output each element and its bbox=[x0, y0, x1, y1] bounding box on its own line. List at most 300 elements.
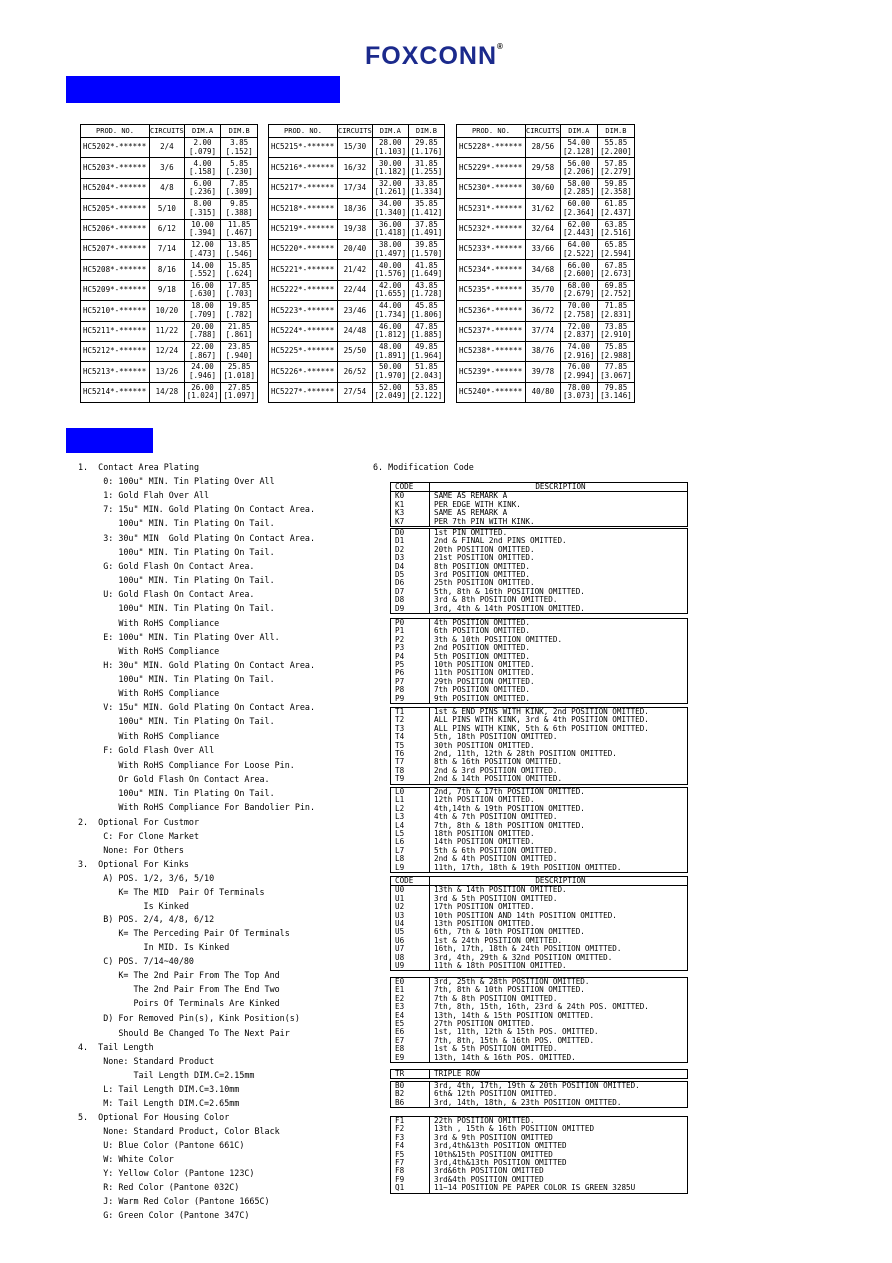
modification-code-row bbox=[391, 509, 687, 517]
circuits-cell: 30/60 bbox=[526, 178, 561, 198]
table-row bbox=[457, 321, 635, 341]
modification-code-row bbox=[391, 847, 687, 855]
code-cell: F8 bbox=[391, 1167, 430, 1175]
table-header-cell: DIM.A bbox=[560, 125, 597, 138]
code-cell: U8 bbox=[391, 954, 430, 962]
prod-no-cell: HC5226*-****** bbox=[269, 362, 338, 382]
dim-a-cell: 60.00 [2.364] bbox=[560, 199, 597, 219]
note-line: F: Gold Flash Over All bbox=[78, 745, 215, 755]
modification-code-row bbox=[391, 1012, 687, 1020]
table-row bbox=[269, 301, 445, 321]
dim-b-cell: 61.85 [2.437] bbox=[597, 199, 634, 219]
modification-code-row bbox=[391, 1142, 687, 1150]
code-cell: L3 bbox=[391, 813, 430, 821]
table-row bbox=[81, 362, 258, 382]
code-cell: U0 bbox=[391, 886, 430, 894]
note-line: B) POS. 2/4, 4/8, 6/12 bbox=[78, 914, 215, 924]
modification-code-row bbox=[391, 537, 687, 545]
modification-code-row bbox=[391, 903, 687, 911]
modification-code-row bbox=[391, 1099, 687, 1107]
note-line: L: Tail Length DIM.C=3.10mm bbox=[78, 1084, 240, 1094]
description-cell: 3rd,4th&13th POSITION OMITTED bbox=[434, 1142, 567, 1151]
table-row bbox=[457, 239, 635, 259]
table-row bbox=[269, 362, 445, 382]
description-cell: 4th,14th & 19th POSITION OMITTED. bbox=[434, 804, 585, 813]
note-line: 1: Gold Flah Over All bbox=[78, 490, 210, 500]
code-cell: L5 bbox=[391, 830, 430, 838]
description-cell: 22th POSITION OMITTED. bbox=[434, 1117, 535, 1125]
description-cell: 9th POSITION OMITTED. bbox=[434, 694, 531, 703]
code-cell: F7 bbox=[391, 1159, 430, 1167]
description-cell: 2nd & 3rd POSITION OMITTED. bbox=[434, 766, 558, 775]
modification-code-row bbox=[391, 1070, 687, 1078]
circuits-cell: 36/72 bbox=[526, 301, 561, 321]
modification-code-row bbox=[391, 750, 687, 758]
note-line: U: Gold Flash On Contact Area. bbox=[78, 589, 255, 599]
circuits-cell: 21/42 bbox=[338, 260, 373, 280]
modification-code-row bbox=[391, 716, 687, 724]
code-cell: Q1 bbox=[391, 1184, 430, 1192]
dim-a-cell: 44.00 [1.734] bbox=[372, 301, 408, 321]
circuits-cell: 22/44 bbox=[338, 280, 373, 300]
table-row bbox=[269, 239, 445, 259]
code-header: CODE bbox=[391, 483, 430, 491]
note-line: 7: 15u" MIN. Gold Plating On Contact Area. bbox=[78, 504, 315, 514]
note-line: Should Be Changed To The Next Pair bbox=[78, 1028, 290, 1038]
circuits-cell: 27/54 bbox=[338, 382, 373, 402]
table-header-cell: DIM.B bbox=[597, 125, 634, 138]
code-cell: P8 bbox=[391, 686, 430, 694]
code-cell: E7 bbox=[391, 1037, 430, 1045]
table-row bbox=[457, 260, 635, 280]
dim-a-cell: 68.00 [2.679] bbox=[560, 280, 597, 300]
note-line: J: Warm Red Color (Pantone 1665C) bbox=[78, 1196, 270, 1206]
dim-b-cell: 19.85 [.782] bbox=[221, 301, 258, 321]
dim-b-cell: 21.85 [.861] bbox=[221, 321, 258, 341]
dim-b-cell: 55.85 [2.200] bbox=[597, 138, 634, 158]
table-row bbox=[457, 301, 635, 321]
dim-a-cell: 50.00 [1.970] bbox=[372, 362, 408, 382]
modification-code-row bbox=[391, 636, 687, 644]
circuits-cell: 14/28 bbox=[150, 382, 185, 402]
dim-a-cell: 76.00 [2.994] bbox=[560, 362, 597, 382]
note-line: U: Blue Color (Pantone 661C) bbox=[78, 1140, 245, 1150]
code-cell: P0 bbox=[391, 619, 430, 627]
modification-code-row bbox=[391, 678, 687, 686]
dim-b-cell: 35.85 [1.412] bbox=[408, 199, 444, 219]
modification-code-group bbox=[390, 977, 688, 1063]
dim-b-cell: 53.85 [2.122] bbox=[408, 382, 444, 402]
description-cell: 3rd & 8th POSITION OMITTED. bbox=[434, 596, 558, 605]
modification-code-row bbox=[391, 1125, 687, 1133]
prod-no-cell: HC5224*-****** bbox=[269, 321, 338, 341]
dim-a-cell: 18.00 [.709] bbox=[184, 301, 221, 321]
code-cell: D1 bbox=[391, 537, 430, 545]
modification-code-row bbox=[391, 708, 687, 716]
prod-no-cell: HC5221*-****** bbox=[269, 260, 338, 280]
note-line: 100u" MIN. Tin Plating On Tail. bbox=[78, 716, 275, 726]
dim-a-cell: 6.00 [.236] bbox=[184, 178, 221, 198]
note-line: Is Kinked bbox=[78, 901, 189, 911]
table-row bbox=[81, 219, 258, 239]
description-cell: 17th POSITION OMITTED. bbox=[434, 903, 535, 912]
table-row bbox=[269, 280, 445, 300]
note-line: 0: 100u" MIN. Tin Plating Over All bbox=[78, 476, 275, 486]
description-header: DESCRIPTION bbox=[535, 483, 586, 491]
dim-a-cell: 20.00 [.788] bbox=[184, 321, 221, 341]
circuits-cell: 13/26 bbox=[150, 362, 185, 382]
dim-b-cell: 75.85 [2.988] bbox=[597, 341, 634, 361]
code-cell: K3 bbox=[391, 509, 430, 517]
dim-b-cell: 5.85 [.230] bbox=[221, 158, 258, 178]
description-cell: 3rd, 4th, 29th & 32nd POSITION OMITTED. bbox=[434, 953, 613, 962]
modification-code-row bbox=[391, 813, 687, 821]
note-line: Or Gold Flash On Contact Area. bbox=[78, 774, 270, 784]
description-cell: 3rd&4th POSITION OMITTED bbox=[434, 1175, 544, 1184]
description-cell: 10th&15th POSITION OMITTED bbox=[434, 1150, 553, 1159]
dim-b-cell: 25.85 [1.018] bbox=[221, 362, 258, 382]
note-line: D) For Removed Pin(s), Kink Position(s) bbox=[78, 1013, 300, 1023]
circuits-cell: 18/36 bbox=[338, 199, 373, 219]
prod-no-cell: HC5236*-****** bbox=[457, 301, 526, 321]
note-line: With RoHS Compliance bbox=[78, 731, 220, 741]
code-cell: L2 bbox=[391, 805, 430, 813]
table-row bbox=[81, 199, 258, 219]
description-cell: 7th, 8th, 15th, 16th, 23rd & 24th POS. OMITTED. bbox=[434, 1003, 649, 1012]
circuits-cell: 17/34 bbox=[338, 178, 373, 198]
code-cell: L9 bbox=[391, 864, 430, 872]
description-cell: 4th & 7th POSITION OMITTED. bbox=[434, 813, 558, 822]
code-cell: T7 bbox=[391, 758, 430, 766]
modification-code-group bbox=[390, 707, 688, 785]
modification-code-row bbox=[391, 788, 687, 796]
dim-a-cell: 62.00 [2.443] bbox=[560, 219, 597, 239]
description-cell: 25th POSITION OMITTED. bbox=[434, 579, 535, 588]
description-cell: 4th POSITION OMITTED. bbox=[434, 619, 531, 627]
note-line: In MID. Is Kinked bbox=[78, 942, 230, 952]
modification-code-row bbox=[391, 1167, 687, 1175]
note-line: None: Standard Product bbox=[78, 1056, 215, 1066]
modification-code-row bbox=[391, 920, 687, 928]
code-cell: E8 bbox=[391, 1045, 430, 1053]
note-line: H: 30u" MIN. Gold Plating On Contact Area. bbox=[78, 660, 315, 670]
dim-a-cell: 26.00 [1.024] bbox=[184, 382, 221, 402]
code-cell: D2 bbox=[391, 546, 430, 554]
modification-code-row bbox=[391, 1054, 687, 1062]
note-line: 100u" MIN. Tin Plating On Tail. bbox=[78, 575, 275, 585]
code-cell: B0 bbox=[391, 1082, 430, 1090]
dim-b-cell: 67.85 [2.673] bbox=[597, 260, 634, 280]
description-header: DESCRIPTION bbox=[535, 877, 586, 885]
note-line: With RoHS Compliance bbox=[78, 688, 220, 698]
dim-b-cell: 13.85 [.546] bbox=[221, 239, 258, 259]
code-cell: B6 bbox=[391, 1099, 430, 1107]
description-cell: 7th, 8th & 10th POSITION OMITTED. bbox=[434, 986, 585, 995]
dim-a-cell: 12.00 [.473] bbox=[184, 239, 221, 259]
circuits-cell: 40/80 bbox=[526, 382, 561, 402]
description-cell: 18th POSITION OMITTED. bbox=[434, 829, 535, 838]
description-cell: 29th POSITION OMITTED. bbox=[434, 677, 535, 686]
modification-code-row bbox=[391, 1151, 687, 1159]
modification-code-row bbox=[391, 758, 687, 766]
dim-a-cell: 28.00 [1.103] bbox=[372, 138, 408, 158]
prod-no-cell: HC5208*-****** bbox=[81, 260, 150, 280]
table-header-cell: CIRCUITS bbox=[526, 125, 561, 138]
description-cell: 1st & 24th POSITION OMITTED. bbox=[434, 936, 563, 945]
table-row bbox=[457, 138, 635, 158]
dim-b-cell: 77.85 [3.067] bbox=[597, 362, 634, 382]
note-line: 100u" MIN. Tin Plating On Tail. bbox=[78, 603, 275, 613]
table-header-cell: DIM.B bbox=[221, 125, 258, 138]
description-cell: 6th, 7th & 10th POSITION OMITTED. bbox=[434, 928, 585, 937]
dim-a-cell: 38.00 [1.497] bbox=[372, 239, 408, 259]
dim-a-cell: 8.00 [.315] bbox=[184, 199, 221, 219]
dim-b-cell: 43.85 [1.728] bbox=[408, 280, 444, 300]
code-cell: U4 bbox=[391, 920, 430, 928]
modification-code-row bbox=[391, 653, 687, 661]
code-cell: L7 bbox=[391, 847, 430, 855]
prod-no-cell: HC5228*-****** bbox=[457, 138, 526, 158]
code-cell: E1 bbox=[391, 986, 430, 994]
modification-code-group bbox=[390, 1069, 688, 1079]
code-cell: F3 bbox=[391, 1134, 430, 1142]
circuits-cell: 34/68 bbox=[526, 260, 561, 280]
note-line: 100u" MIN. Tin Plating On Tail. bbox=[78, 788, 275, 798]
code-cell: U5 bbox=[391, 928, 430, 936]
dim-a-cell: 54.00 [2.128] bbox=[560, 138, 597, 158]
dim-b-cell: 57.85 [2.279] bbox=[597, 158, 634, 178]
description-cell: 10th POSITION OMITTED. bbox=[434, 660, 535, 669]
circuits-cell: 38/76 bbox=[526, 341, 561, 361]
description-cell: 3rd & 5th POSITION OMITTED. bbox=[434, 894, 558, 903]
note-line: 4. Tail Length bbox=[78, 1042, 154, 1052]
modification-code-row bbox=[391, 579, 687, 587]
modification-code-row bbox=[391, 742, 687, 750]
code-cell: D7 bbox=[391, 588, 430, 596]
table-row bbox=[81, 239, 258, 259]
circuits-cell: 15/30 bbox=[338, 138, 373, 158]
description-cell: 2nd POSITION OMITTED. bbox=[434, 644, 531, 653]
modification-code-row bbox=[391, 1184, 687, 1192]
code-cell: E3 bbox=[391, 1003, 430, 1011]
code-cell: B2 bbox=[391, 1090, 430, 1098]
circuits-cell: 28/56 bbox=[526, 138, 561, 158]
modification-code-row bbox=[391, 986, 687, 994]
description-cell: 7th & 8th POSITION OMITTED. bbox=[434, 994, 558, 1003]
note-line: K= The 2nd Pair From The Top And bbox=[78, 970, 280, 980]
table-header-cell: PROD. NO. bbox=[457, 125, 526, 138]
dim-b-cell: 29.85 [1.176] bbox=[408, 138, 444, 158]
dim-a-cell: 14.00 [.552] bbox=[184, 260, 221, 280]
table-row bbox=[81, 280, 258, 300]
prod-no-cell: HC5211*-****** bbox=[81, 321, 150, 341]
dim-b-cell: 17.85 [.703] bbox=[221, 280, 258, 300]
description-cell: 13th POSITION OMITTED. bbox=[434, 919, 535, 928]
description-cell: 30th POSITION OMITTED. bbox=[434, 741, 535, 750]
description-cell: 2nd & 14th POSITION OMITTED. bbox=[434, 775, 563, 784]
modification-code-row bbox=[391, 1134, 687, 1142]
modification-code-row bbox=[391, 518, 687, 526]
table-row bbox=[269, 260, 445, 280]
prod-no-cell: HC5222*-****** bbox=[269, 280, 338, 300]
modification-code-row bbox=[391, 895, 687, 903]
modification-code-row bbox=[391, 978, 687, 986]
circuits-cell: 12/24 bbox=[150, 341, 185, 361]
note-line: 3: 30u" MIN Gold Plating On Contact Area. bbox=[78, 533, 315, 543]
note-line: R: Red Color (Pantone 032C) bbox=[78, 1182, 240, 1192]
modification-code-row bbox=[391, 571, 687, 579]
modification-code-row bbox=[391, 954, 687, 962]
prod-no-cell: HC5225*-****** bbox=[269, 341, 338, 361]
code-cell: E9 bbox=[391, 1054, 430, 1062]
modification-code-row bbox=[391, 1003, 687, 1011]
description-cell: 20th POSITION OMITTED. bbox=[434, 545, 535, 554]
dim-b-cell: 23.85 [.940] bbox=[221, 341, 258, 361]
note-line: C) POS. 7/14~40/80 bbox=[78, 956, 194, 966]
table-row bbox=[81, 341, 258, 361]
table-row bbox=[269, 138, 445, 158]
description-cell: 21st POSITION OMITTED. bbox=[434, 554, 535, 563]
description-cell: 7th, 8th & 18th POSITION OMITTED. bbox=[434, 821, 585, 830]
description-cell: 5th, 18th POSITION OMITTED. bbox=[434, 733, 558, 742]
description-cell: 1st, 11th, 12th & 15th POS. OMITTED. bbox=[434, 1028, 599, 1037]
modification-code-row bbox=[391, 588, 687, 596]
circuits-cell: 3/6 bbox=[150, 158, 185, 178]
dim-b-cell: 71.85 [2.831] bbox=[597, 301, 634, 321]
description-cell: TRIPLE ROW bbox=[434, 1070, 480, 1078]
table-row bbox=[81, 382, 258, 402]
table-row bbox=[81, 301, 258, 321]
foxconn-logo bbox=[365, 42, 535, 70]
circuits-cell: 29/58 bbox=[526, 158, 561, 178]
table-header-cell: CIRCUITS bbox=[338, 125, 373, 138]
note-line: 100u" MIN. Tin Plating On Tail. bbox=[78, 547, 275, 557]
description-cell: 2nd, 7th & 17th POSITION OMITTED. bbox=[434, 788, 585, 796]
code-cell: T2 bbox=[391, 716, 430, 724]
code-cell: L1 bbox=[391, 796, 430, 804]
prod-no-cell: HC5230*-****** bbox=[457, 178, 526, 198]
modification-code-row bbox=[391, 501, 687, 509]
description-cell: 13th, 14th & 15th POSITION OMITTED. bbox=[434, 1011, 595, 1020]
dim-b-cell: 27.85 [1.097] bbox=[221, 382, 258, 402]
circuits-cell: 35/70 bbox=[526, 280, 561, 300]
code-cell: K0 bbox=[391, 492, 430, 500]
circuits-cell: 37/74 bbox=[526, 321, 561, 341]
prod-no-cell: HC5209*-****** bbox=[81, 280, 150, 300]
prod-no-cell: HC5203*-****** bbox=[81, 158, 150, 178]
modification-code-row bbox=[391, 1045, 687, 1053]
description-cell: 2nd & 4th POSITION OMITTED. bbox=[434, 855, 558, 864]
description-cell: 12th POSITION OMITTED. bbox=[434, 796, 535, 805]
prod-no-cell: HC5206*-****** bbox=[81, 219, 150, 239]
dimension-table-1 bbox=[80, 124, 258, 403]
prod-no-cell: HC5216*-****** bbox=[269, 158, 338, 178]
description-cell: PER 7th PIN WITH KINK. bbox=[434, 517, 535, 526]
modification-code-row bbox=[391, 886, 687, 894]
note-line: 5. Optional For Housing Color bbox=[78, 1112, 230, 1122]
dim-b-cell: 31.85 [1.255] bbox=[408, 158, 444, 178]
description-cell: PER EDGE WITH KINK. bbox=[434, 500, 521, 509]
modification-code-group bbox=[390, 876, 688, 971]
table-header-cell: DIM.A bbox=[184, 125, 221, 138]
table-row bbox=[269, 178, 445, 198]
dim-a-cell: 2.00 [.079] bbox=[184, 138, 221, 158]
modification-code-row bbox=[391, 805, 687, 813]
modification-code-row bbox=[391, 546, 687, 554]
note-line: With RoHS Compliance bbox=[78, 646, 220, 656]
code-cell: P9 bbox=[391, 695, 430, 703]
dim-a-cell: 30.00 [1.182] bbox=[372, 158, 408, 178]
description-cell: 11th POSITION OMITTED. bbox=[434, 669, 535, 678]
note-line: 2. Optional For Custmor bbox=[78, 817, 200, 827]
modification-code-row bbox=[391, 995, 687, 1003]
modification-code-row bbox=[391, 725, 687, 733]
description-cell: 3th & 10th POSITION OMITTED. bbox=[434, 635, 563, 644]
description-cell: 1st & 5th POSITION OMITTED. bbox=[434, 1045, 558, 1054]
code-cell: T1 bbox=[391, 708, 430, 716]
table-row bbox=[269, 219, 445, 239]
section-bar-notes bbox=[66, 428, 153, 453]
dim-b-cell: 37.85 [1.491] bbox=[408, 219, 444, 239]
description-cell: 13th & 14th POSITION OMITTED. bbox=[434, 886, 567, 895]
dim-a-cell: 46.00 [1.812] bbox=[372, 321, 408, 341]
prod-no-cell: HC5220*-****** bbox=[269, 239, 338, 259]
description-cell: SAME AS REMARK A bbox=[434, 492, 508, 501]
dim-a-cell: 40.00 [1.576] bbox=[372, 260, 408, 280]
modification-code-row bbox=[391, 1020, 687, 1028]
dim-a-cell: 36.00 [1.418] bbox=[372, 219, 408, 239]
circuits-cell: 16/32 bbox=[338, 158, 373, 178]
circuits-cell: 23/46 bbox=[338, 301, 373, 321]
code-cell: D3 bbox=[391, 554, 430, 562]
code-cell: K7 bbox=[391, 518, 430, 526]
dim-b-cell: 15.85 [.624] bbox=[221, 260, 258, 280]
note-line: None: Standard Product, Color Black bbox=[78, 1126, 280, 1136]
circuits-cell: 20/40 bbox=[338, 239, 373, 259]
description-cell: 3rd, 4th, 17th, 19th & 20th POSITION OMITTED. bbox=[434, 1082, 640, 1090]
code-cell: E5 bbox=[391, 1020, 430, 1028]
note-line: Poirs Of Terminals Are Kinked bbox=[78, 998, 280, 1008]
dim-a-cell: 70.00 [2.758] bbox=[560, 301, 597, 321]
prod-no-cell: HC5229*-****** bbox=[457, 158, 526, 178]
dim-b-cell: 63.85 [2.516] bbox=[597, 219, 634, 239]
modification-code-row bbox=[391, 962, 687, 970]
code-cell: TR bbox=[391, 1070, 430, 1078]
code-cell: D0 bbox=[391, 529, 430, 537]
dim-a-cell: 24.00 [.946] bbox=[184, 362, 221, 382]
modification-code-row bbox=[391, 912, 687, 920]
table-row bbox=[457, 158, 635, 178]
table-row bbox=[81, 178, 258, 198]
dim-b-cell: 39.85 [1.570] bbox=[408, 239, 444, 259]
modification-code-row bbox=[391, 1176, 687, 1184]
table-row bbox=[457, 178, 635, 198]
description-cell: 3rd, 25th & 28th POSITION OMITTED. bbox=[434, 978, 590, 986]
description-cell: 2nd, 11th, 12th & 28th POSITION OMITTED. bbox=[434, 749, 617, 758]
table-row bbox=[81, 138, 258, 158]
code-cell: U9 bbox=[391, 962, 430, 970]
table-row bbox=[269, 199, 445, 219]
note-line: 100u" MIN. Tin Plating On Tail. bbox=[78, 674, 275, 684]
code-cell: D4 bbox=[391, 563, 430, 571]
dim-b-cell: 3.85 [.152] bbox=[221, 138, 258, 158]
modification-code-row bbox=[391, 775, 687, 783]
prod-no-cell: HC5213*-****** bbox=[81, 362, 150, 382]
dim-b-cell: 73.85 [2.910] bbox=[597, 321, 634, 341]
modification-code-group bbox=[390, 528, 688, 614]
table-row bbox=[269, 158, 445, 178]
description-cell: 3rd&6th POSITION OMITTED bbox=[434, 1167, 544, 1176]
